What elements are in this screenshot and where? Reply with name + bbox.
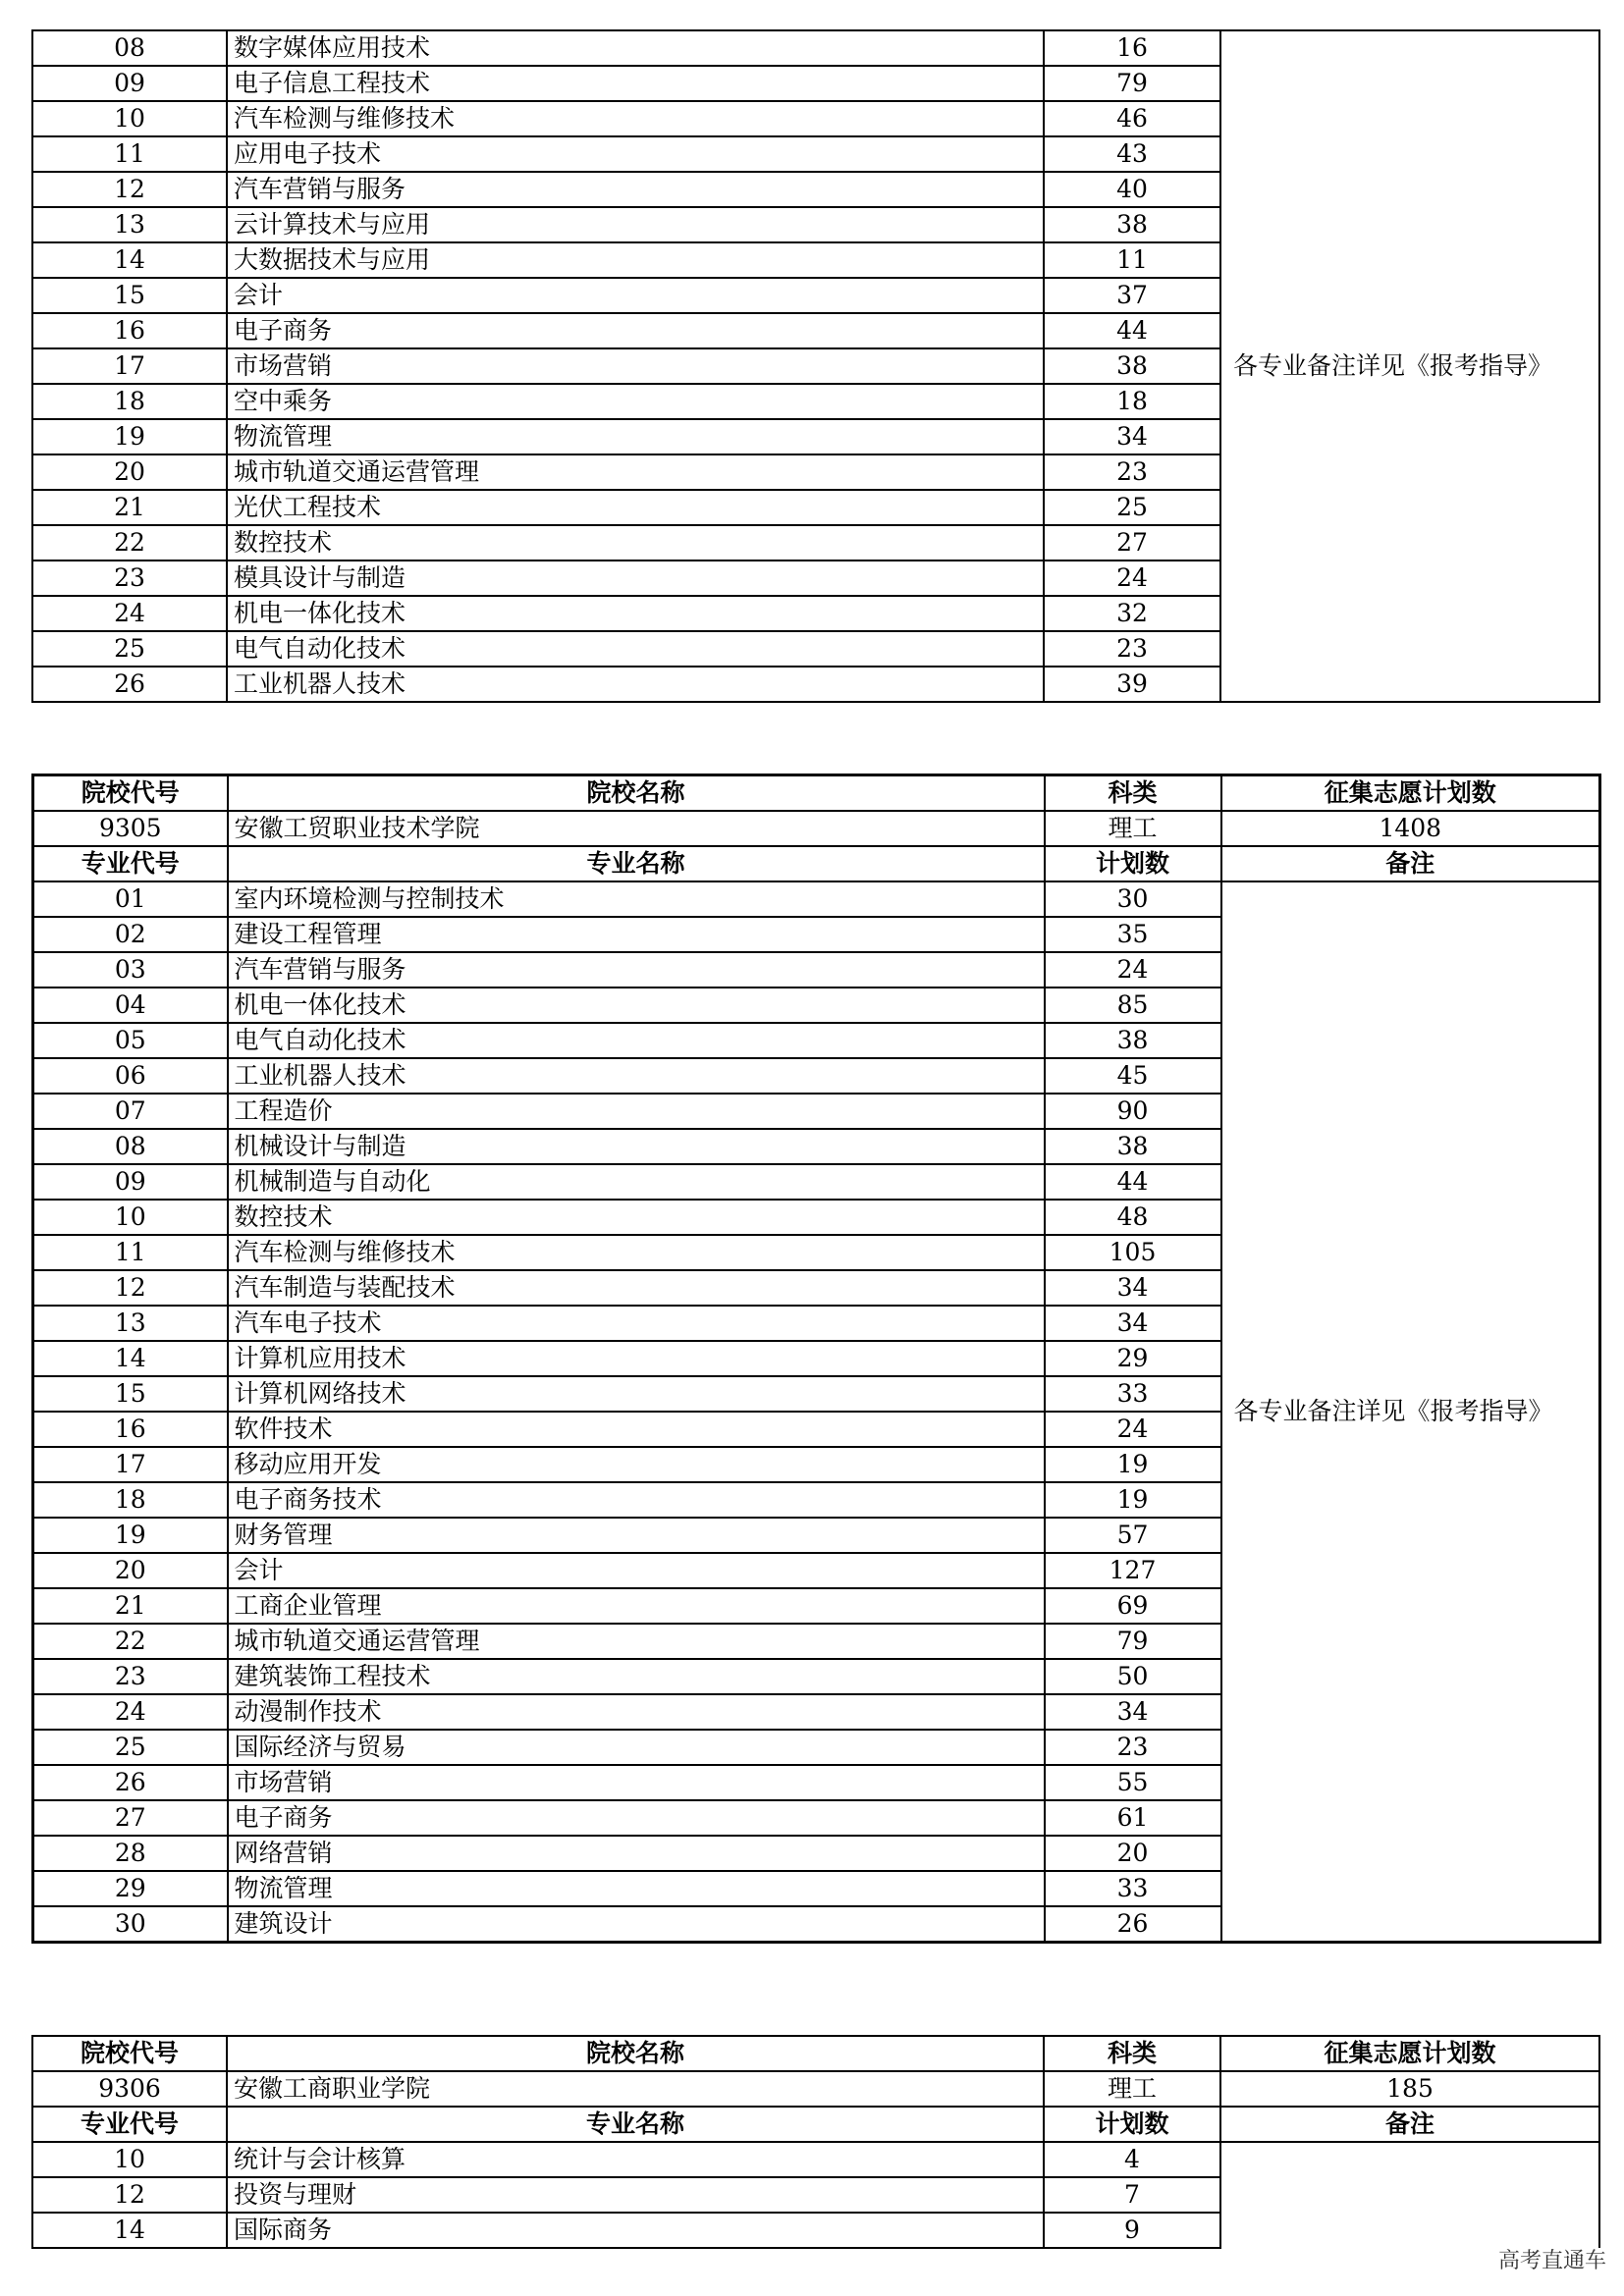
major-name: 室内环境检测与控制技术 bbox=[228, 881, 1045, 917]
major-name: 汽车电子技术 bbox=[228, 1306, 1045, 1341]
plan-count: 11 bbox=[1044, 242, 1220, 278]
major-code: 30 bbox=[33, 1906, 228, 1943]
plan-count: 19 bbox=[1045, 1447, 1221, 1482]
plan-count: 85 bbox=[1045, 988, 1221, 1023]
major-name: 电气自动化技术 bbox=[228, 1023, 1045, 1058]
major-code: 07 bbox=[33, 1094, 228, 1129]
major-code: 15 bbox=[33, 1376, 228, 1412]
major-name: 电子商务 bbox=[228, 1800, 1045, 1836]
major-code: 29 bbox=[33, 1871, 228, 1906]
major-name: 数控技术 bbox=[227, 525, 1044, 561]
plan-count: 27 bbox=[1044, 525, 1220, 561]
major-name: 数字媒体应用技术 bbox=[227, 30, 1044, 66]
plan-count: 24 bbox=[1045, 1412, 1221, 1447]
plan-count-header: 计划数 bbox=[1044, 2107, 1220, 2142]
major-name: 云计算技术与应用 bbox=[227, 207, 1044, 242]
remark-cell bbox=[1220, 2142, 1599, 2248]
major-name: 统计与会计核算 bbox=[227, 2142, 1044, 2177]
major-name: 物流管理 bbox=[228, 1871, 1045, 1906]
major-name: 汽车检测与维修技术 bbox=[228, 1235, 1045, 1270]
major-name: 汽车营销与服务 bbox=[227, 172, 1044, 207]
major-code: 24 bbox=[33, 1694, 228, 1730]
major-code: 26 bbox=[32, 667, 227, 702]
major-name: 机械制造与自动化 bbox=[228, 1164, 1045, 1200]
major-code: 04 bbox=[33, 988, 228, 1023]
major-code: 23 bbox=[32, 561, 227, 596]
school-name: 安徽工商职业学院 bbox=[227, 2071, 1044, 2107]
plan-count: 16 bbox=[1044, 30, 1220, 66]
plan-count: 33 bbox=[1045, 1376, 1221, 1412]
major-code: 27 bbox=[33, 1800, 228, 1836]
plan-count: 34 bbox=[1045, 1694, 1221, 1730]
major-code: 11 bbox=[32, 136, 227, 172]
major-name: 机电一体化技术 bbox=[227, 596, 1044, 631]
major-code: 11 bbox=[33, 1235, 228, 1270]
major-code: 06 bbox=[33, 1058, 228, 1094]
plan-count: 23 bbox=[1044, 454, 1220, 490]
major-code: 10 bbox=[33, 1200, 228, 1235]
plan-count: 38 bbox=[1044, 348, 1220, 384]
major-code: 16 bbox=[33, 1412, 228, 1447]
major-header-row bbox=[33, 846, 1600, 881]
plan-total: 1408 bbox=[1221, 811, 1600, 846]
major-code: 21 bbox=[33, 1588, 228, 1624]
plan-count: 39 bbox=[1044, 667, 1220, 702]
school-name: 安徽工贸职业技术学院 bbox=[228, 811, 1045, 846]
plan-count: 37 bbox=[1044, 278, 1220, 313]
plan-total: 185 bbox=[1220, 2071, 1599, 2107]
school-code-header: 院校代号 bbox=[32, 2036, 227, 2071]
major-code: 17 bbox=[33, 1447, 228, 1482]
major-name-header: 专业名称 bbox=[228, 846, 1045, 881]
major-code: 18 bbox=[32, 384, 227, 419]
major-name: 市场营销 bbox=[227, 348, 1044, 384]
major-name: 建筑设计 bbox=[228, 1906, 1045, 1943]
major-code: 01 bbox=[33, 881, 228, 917]
major-name: 汽车制造与装配技术 bbox=[228, 1270, 1045, 1306]
school-code: 9306 bbox=[32, 2071, 227, 2107]
plan-count: 38 bbox=[1045, 1129, 1221, 1164]
remark-cell: 各专业备注详见《报考指导》 bbox=[1221, 881, 1600, 1943]
major-code: 12 bbox=[32, 2177, 227, 2213]
plan-count: 25 bbox=[1044, 490, 1220, 525]
major-code: 16 bbox=[32, 313, 227, 348]
school-name-header: 院校名称 bbox=[227, 2036, 1044, 2071]
plan-count: 23 bbox=[1044, 631, 1220, 667]
major-code: 13 bbox=[33, 1306, 228, 1341]
category-header: 科类 bbox=[1044, 2036, 1220, 2071]
major-name: 财务管理 bbox=[228, 1518, 1045, 1553]
plan-count: 105 bbox=[1045, 1235, 1221, 1270]
plan-count: 23 bbox=[1045, 1730, 1221, 1765]
major-header-row bbox=[32, 2107, 1599, 2142]
major-code: 15 bbox=[32, 278, 227, 313]
major-code: 03 bbox=[33, 952, 228, 988]
major-code: 21 bbox=[32, 490, 227, 525]
plan-count: 7 bbox=[1044, 2177, 1220, 2213]
major-code: 26 bbox=[33, 1765, 228, 1800]
plan-count: 48 bbox=[1045, 1200, 1221, 1235]
major-name: 电气自动化技术 bbox=[227, 631, 1044, 667]
major-name: 光伏工程技术 bbox=[227, 490, 1044, 525]
major-name: 城市轨道交通运营管理 bbox=[228, 1624, 1045, 1659]
major-code: 09 bbox=[33, 1164, 228, 1200]
category: 理工 bbox=[1044, 2071, 1220, 2107]
major-name: 投资与理财 bbox=[227, 2177, 1044, 2213]
major-name: 机械设计与制造 bbox=[228, 1129, 1045, 1164]
major-name: 会计 bbox=[227, 278, 1044, 313]
school-code: 9305 bbox=[33, 811, 228, 846]
major-code: 17 bbox=[32, 348, 227, 384]
plan-count: 127 bbox=[1045, 1553, 1221, 1588]
major-code: 20 bbox=[33, 1553, 228, 1588]
major-name: 电子信息工程技术 bbox=[227, 66, 1044, 101]
major-code: 08 bbox=[33, 1129, 228, 1164]
major-name: 物流管理 bbox=[227, 419, 1044, 454]
plan-count: 43 bbox=[1044, 136, 1220, 172]
plan-count: 55 bbox=[1045, 1765, 1221, 1800]
major-code: 23 bbox=[33, 1659, 228, 1694]
school-info-row bbox=[32, 2071, 1599, 2107]
section1-table bbox=[31, 29, 1600, 703]
major-code: 19 bbox=[32, 419, 227, 454]
major-name: 空中乘务 bbox=[227, 384, 1044, 419]
plan-count: 50 bbox=[1045, 1659, 1221, 1694]
table-row bbox=[32, 30, 1599, 66]
major-code: 22 bbox=[33, 1624, 228, 1659]
major-name: 工商企业管理 bbox=[228, 1588, 1045, 1624]
plan-count: 20 bbox=[1045, 1836, 1221, 1871]
major-name: 动漫制作技术 bbox=[228, 1694, 1045, 1730]
category: 理工 bbox=[1045, 811, 1221, 846]
plan-count: 79 bbox=[1044, 66, 1220, 101]
plan-total-header: 征集志愿计划数 bbox=[1221, 775, 1600, 812]
major-code: 10 bbox=[32, 2142, 227, 2177]
major-name: 汽车营销与服务 bbox=[228, 952, 1045, 988]
major-name: 大数据技术与应用 bbox=[227, 242, 1044, 278]
plan-count: 69 bbox=[1045, 1588, 1221, 1624]
major-code: 20 bbox=[32, 454, 227, 490]
major-code: 14 bbox=[33, 1341, 228, 1376]
school-info-row bbox=[33, 811, 1600, 846]
major-code: 25 bbox=[33, 1730, 228, 1765]
plan-count: 34 bbox=[1045, 1306, 1221, 1341]
plan-count: 46 bbox=[1044, 101, 1220, 136]
plan-count: 38 bbox=[1044, 207, 1220, 242]
plan-count: 34 bbox=[1044, 419, 1220, 454]
major-code: 28 bbox=[33, 1836, 228, 1871]
major-name: 计算机应用技术 bbox=[228, 1341, 1045, 1376]
school-header-row bbox=[33, 775, 1600, 812]
major-code: 25 bbox=[32, 631, 227, 667]
plan-count: 40 bbox=[1044, 172, 1220, 207]
major-code: 05 bbox=[33, 1023, 228, 1058]
major-code: 18 bbox=[33, 1482, 228, 1518]
major-name: 城市轨道交通运营管理 bbox=[227, 454, 1044, 490]
plan-count: 33 bbox=[1045, 1871, 1221, 1906]
major-name: 机电一体化技术 bbox=[228, 988, 1045, 1023]
category-header: 科类 bbox=[1045, 775, 1221, 812]
plan-count: 24 bbox=[1044, 561, 1220, 596]
plan-count-header: 计划数 bbox=[1045, 846, 1221, 881]
watermark: 高考直通车 bbox=[1497, 2249, 1606, 2273]
plan-count: 38 bbox=[1045, 1023, 1221, 1058]
plan-count: 26 bbox=[1045, 1906, 1221, 1943]
remark-cell: 各专业备注详见《报考指导》 bbox=[1220, 30, 1599, 702]
major-code: 19 bbox=[33, 1518, 228, 1553]
major-name: 计算机网络技术 bbox=[228, 1376, 1045, 1412]
major-name-header: 专业名称 bbox=[227, 2107, 1044, 2142]
major-name: 电子商务技术 bbox=[228, 1482, 1045, 1518]
major-name: 工程造价 bbox=[228, 1094, 1045, 1129]
major-code: 22 bbox=[32, 525, 227, 561]
major-code: 08 bbox=[32, 30, 227, 66]
major-code: 13 bbox=[32, 207, 227, 242]
section2-table bbox=[31, 774, 1601, 1944]
plan-count: 44 bbox=[1044, 313, 1220, 348]
school-header-row bbox=[32, 2036, 1599, 2071]
major-name: 会计 bbox=[228, 1553, 1045, 1588]
major-code-header: 专业代号 bbox=[32, 2107, 227, 2142]
plan-count: 18 bbox=[1044, 384, 1220, 419]
major-code: 10 bbox=[32, 101, 227, 136]
major-name: 电子商务 bbox=[227, 313, 1044, 348]
plan-count: 9 bbox=[1044, 2213, 1220, 2248]
plan-count: 30 bbox=[1045, 881, 1221, 917]
school-code-header: 院校代号 bbox=[33, 775, 228, 812]
plan-total-header: 征集志愿计划数 bbox=[1220, 2036, 1599, 2071]
major-code: 14 bbox=[32, 2213, 227, 2248]
major-name: 工业机器人技术 bbox=[228, 1058, 1045, 1094]
remark-header: 备注 bbox=[1221, 846, 1600, 881]
school-name-header: 院校名称 bbox=[228, 775, 1045, 812]
major-name: 模具设计与制造 bbox=[227, 561, 1044, 596]
plan-count: 45 bbox=[1045, 1058, 1221, 1094]
major-name: 国际商务 bbox=[227, 2213, 1044, 2248]
table-row bbox=[33, 881, 1600, 917]
remark-header: 备注 bbox=[1220, 2107, 1599, 2142]
plan-count: 90 bbox=[1045, 1094, 1221, 1129]
plan-count: 57 bbox=[1045, 1518, 1221, 1553]
major-code: 09 bbox=[32, 66, 227, 101]
major-name: 建设工程管理 bbox=[228, 917, 1045, 952]
section3-table bbox=[31, 2035, 1600, 2249]
plan-count: 32 bbox=[1044, 596, 1220, 631]
major-code: 24 bbox=[32, 596, 227, 631]
plan-count: 44 bbox=[1045, 1164, 1221, 1200]
plan-count: 4 bbox=[1044, 2142, 1220, 2177]
plan-count: 34 bbox=[1045, 1270, 1221, 1306]
plan-count: 35 bbox=[1045, 917, 1221, 952]
major-name: 应用电子技术 bbox=[227, 136, 1044, 172]
major-name: 网络营销 bbox=[228, 1836, 1045, 1871]
major-name: 汽车检测与维修技术 bbox=[227, 101, 1044, 136]
major-code-header: 专业代号 bbox=[33, 846, 228, 881]
major-name: 建筑装饰工程技术 bbox=[228, 1659, 1045, 1694]
table-row bbox=[32, 2142, 1599, 2177]
plan-count: 24 bbox=[1045, 952, 1221, 988]
major-name: 数控技术 bbox=[228, 1200, 1045, 1235]
plan-count: 79 bbox=[1045, 1624, 1221, 1659]
major-code: 14 bbox=[32, 242, 227, 278]
major-code: 02 bbox=[33, 917, 228, 952]
major-name: 移动应用开发 bbox=[228, 1447, 1045, 1482]
major-name: 软件技术 bbox=[228, 1412, 1045, 1447]
plan-count: 61 bbox=[1045, 1800, 1221, 1836]
major-name: 国际经济与贸易 bbox=[228, 1730, 1045, 1765]
plan-count: 29 bbox=[1045, 1341, 1221, 1376]
major-code: 12 bbox=[32, 172, 227, 207]
major-name: 市场营销 bbox=[228, 1765, 1045, 1800]
major-code: 12 bbox=[33, 1270, 228, 1306]
major-name: 工业机器人技术 bbox=[227, 667, 1044, 702]
plan-count: 19 bbox=[1045, 1482, 1221, 1518]
